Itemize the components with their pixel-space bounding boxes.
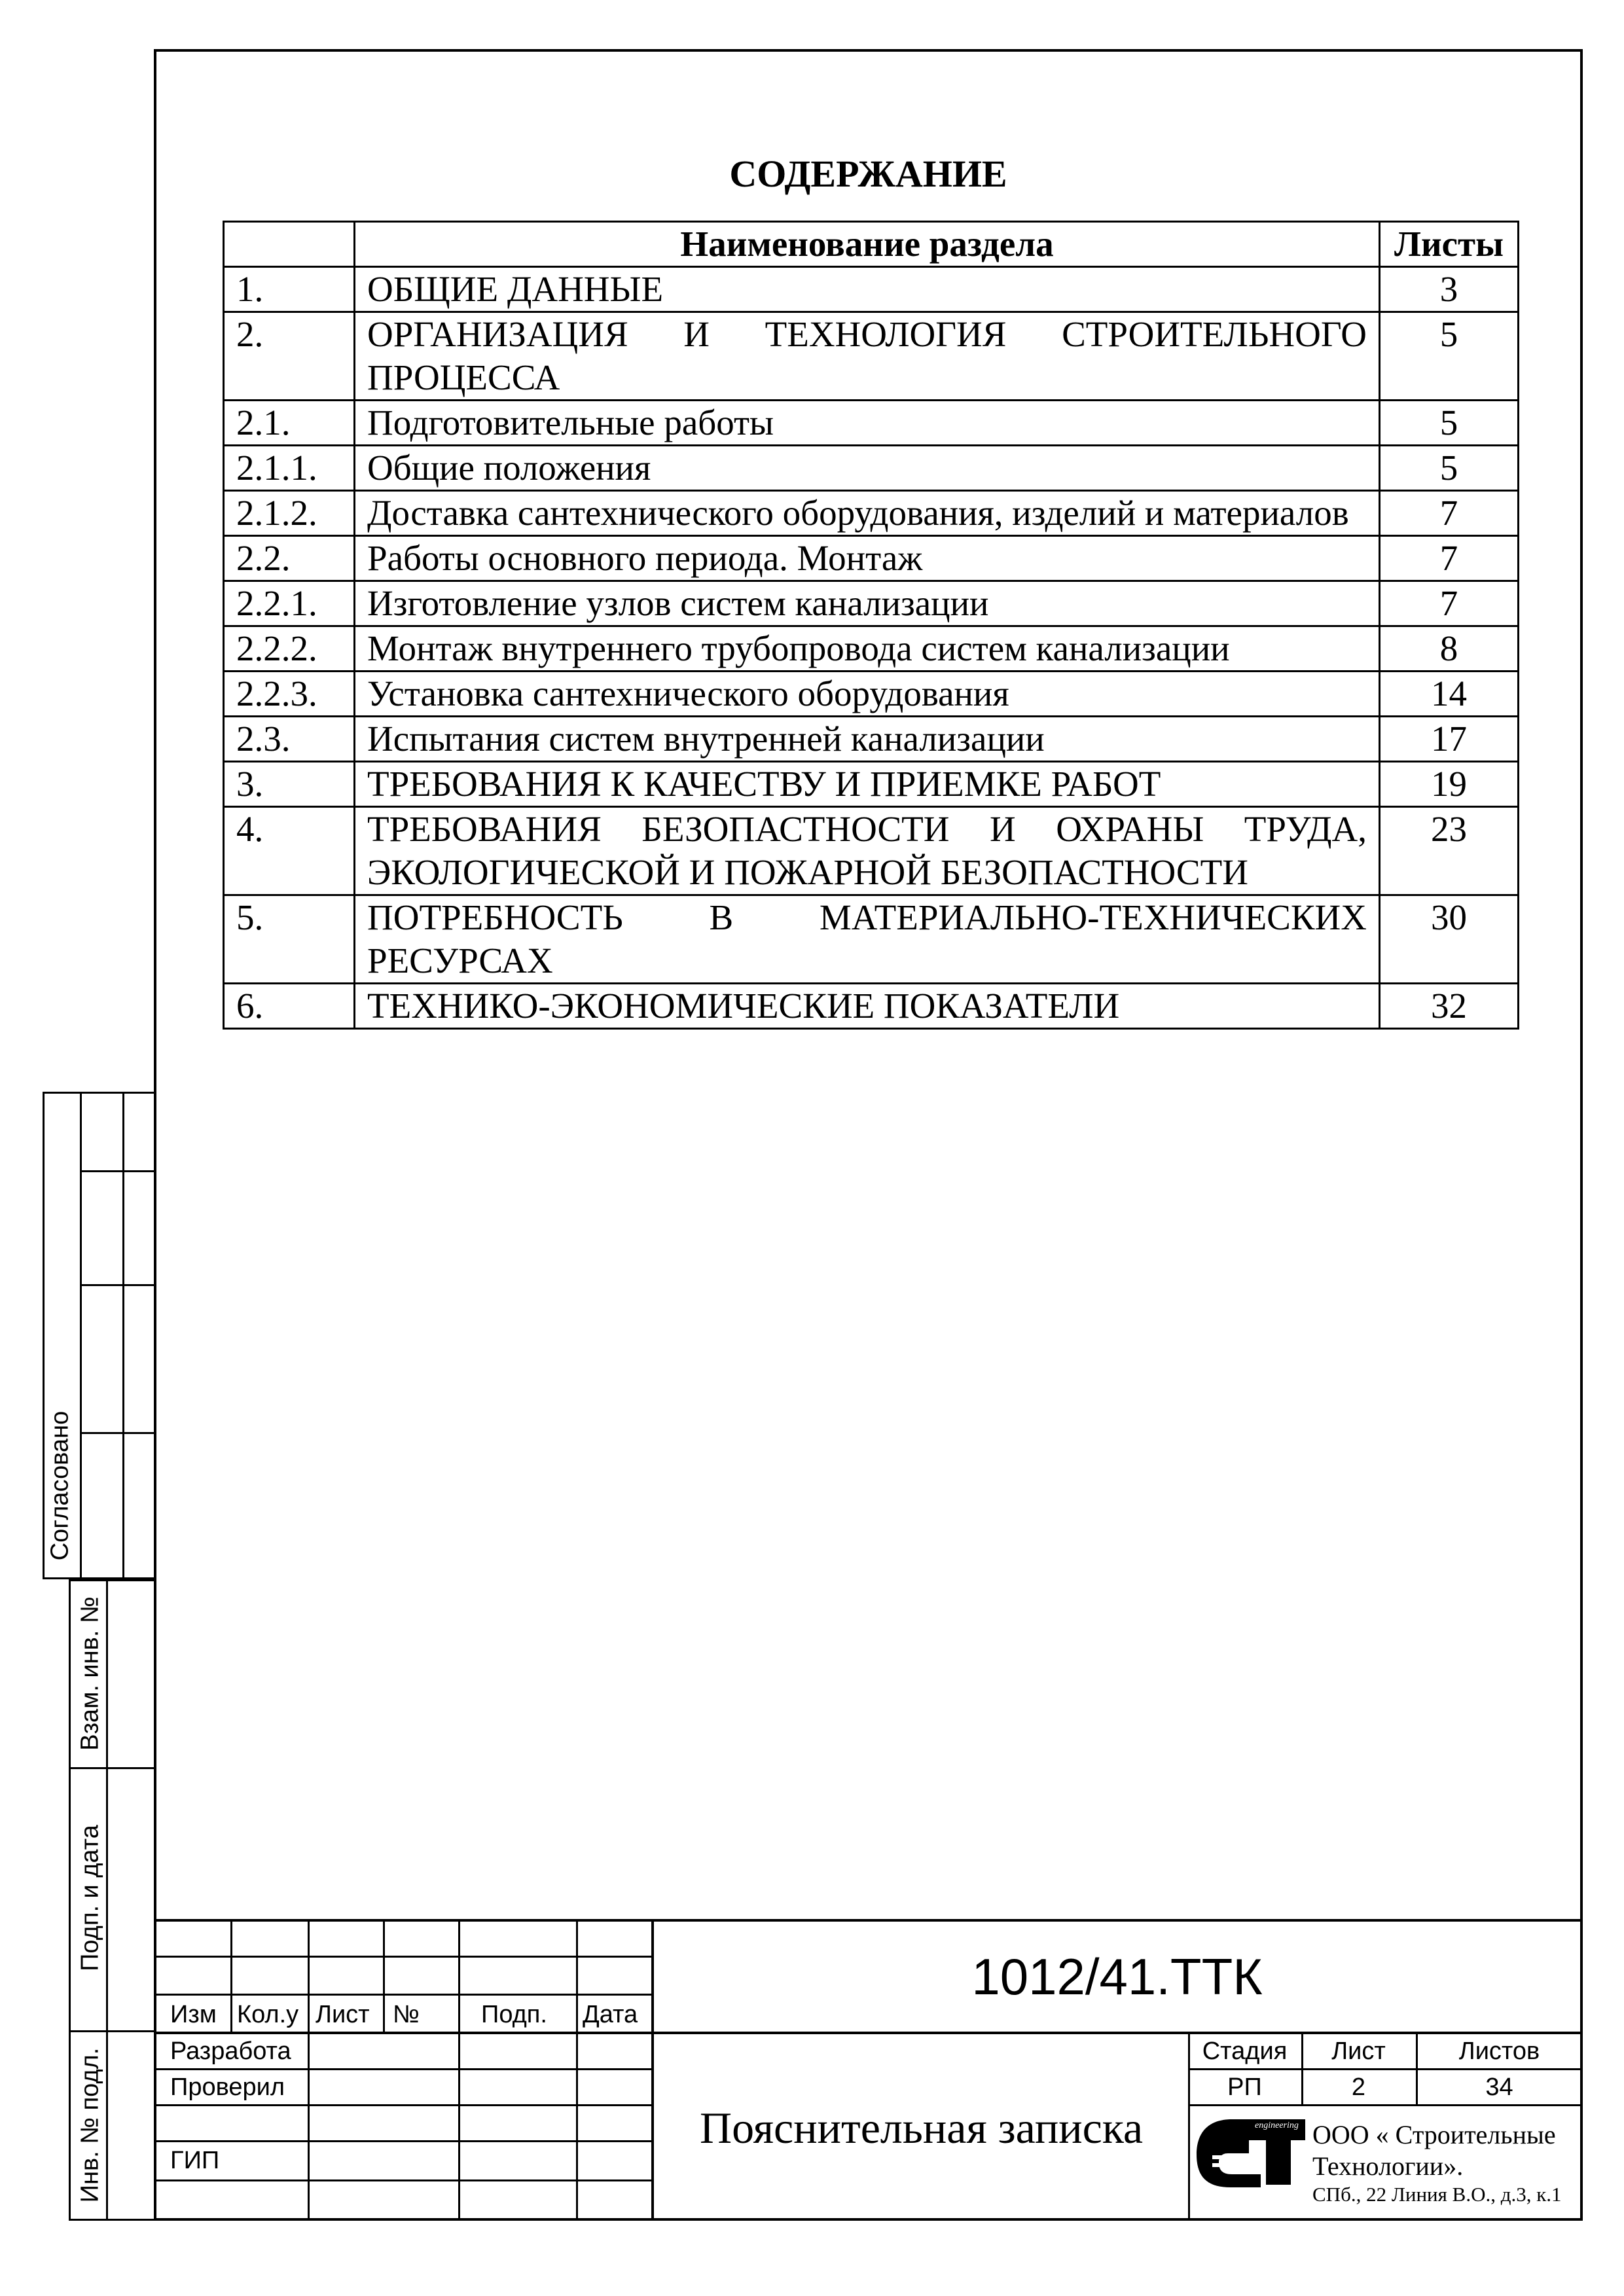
side-agreed-hline3 bbox=[82, 1432, 154, 1434]
toc-row-title: ТРЕБОВАНИЯ К КАЧЕСТВУ И ПРИЕМКЕ РАБОТ bbox=[355, 762, 1380, 807]
toc-row-sheets: 23 bbox=[1380, 807, 1519, 895]
rev-vline-3 bbox=[383, 1919, 385, 2032]
side-stamp-hline2 bbox=[69, 2030, 154, 2032]
toc-row bbox=[224, 536, 1519, 581]
side-agreed-hline2 bbox=[82, 1284, 154, 1286]
toc-row-title: Изготовление узлов систем канализации bbox=[355, 581, 1380, 626]
toc-row bbox=[224, 491, 1519, 536]
side-agreed-hline1 bbox=[82, 1170, 154, 1172]
role-gip: ГИП bbox=[170, 2147, 220, 2174]
toc-row-number: 3. bbox=[224, 762, 355, 807]
sheets-label: Листов bbox=[1458, 2037, 1540, 2065]
toc-header-row bbox=[224, 222, 1519, 267]
toc-row bbox=[224, 762, 1519, 807]
side-stamp-hline1 bbox=[69, 1767, 154, 1769]
sheet-value: 2 bbox=[1351, 2073, 1366, 2101]
doc-title: Пояснительная записка bbox=[699, 2103, 1144, 2153]
company-address: СПб., 22 Линия В.О., д.3, к.1 bbox=[1312, 2183, 1562, 2206]
toc-row bbox=[224, 984, 1519, 1029]
role-developed: Разработа bbox=[170, 2037, 291, 2065]
toc-row-title: Испытания систем внутренней канализации bbox=[355, 717, 1380, 762]
toc-row-title: ТРЕБОВАНИЯ БЕЗОПАСТНОСТИ И ОХРАНЫ ТРУДА, ЭКОЛОГИЧЕСКОЙ И ПОЖАРНОЙ БЕЗОПАСТНОСТИ bbox=[355, 807, 1380, 895]
toc-row bbox=[224, 672, 1519, 717]
rev-vline-5 bbox=[576, 1919, 578, 2221]
rev-vline-1 bbox=[230, 1919, 232, 2032]
toc-row-sheets: 7 bbox=[1380, 491, 1519, 536]
toc-row-sheets: 19 bbox=[1380, 762, 1519, 807]
toc-row bbox=[224, 401, 1519, 446]
toc-row-sheets: 30 bbox=[1380, 895, 1519, 984]
toc-row-sheets: 7 bbox=[1380, 581, 1519, 626]
toc-row-number: 2.2.2. bbox=[224, 626, 355, 672]
side-inv-orig-label: Инв. № подл. bbox=[76, 2047, 104, 2203]
toc-row-title: Работы основного периода. Монтаж bbox=[355, 536, 1380, 581]
toc-row bbox=[224, 717, 1519, 762]
toc-row-number: 1. bbox=[224, 267, 355, 312]
toc-row-title: Монтаж внутреннего трубопровода систем канализации bbox=[355, 626, 1380, 672]
doc-code: 1012/41.ТТК bbox=[971, 1948, 1263, 2005]
stage-label: Стадия bbox=[1202, 2037, 1288, 2065]
toc-row-title: Установка сантехнического оборудования bbox=[355, 672, 1380, 717]
rev-header-list: Лист bbox=[316, 2001, 370, 2028]
toc-row-sheets: 32 bbox=[1380, 984, 1519, 1029]
toc-row-sheets: 8 bbox=[1380, 626, 1519, 672]
rev-header-data: Дата bbox=[583, 2001, 638, 2028]
rev-header-izm: Изм bbox=[170, 2001, 217, 2028]
company-logo bbox=[1193, 2114, 1310, 2193]
toc-row-number: 2.2.1. bbox=[224, 581, 355, 626]
toc-row-number: 5. bbox=[224, 895, 355, 984]
side-sign-date-label: Подп. и дата bbox=[76, 1825, 104, 1971]
toc-row-title: Доставка сантехнического оборудования, изделий и материалов bbox=[355, 491, 1380, 536]
toc-row-number: 2.2. bbox=[224, 536, 355, 581]
rev-header-kol: Кол.у bbox=[237, 2001, 299, 2028]
toc-header-sheets: Листы bbox=[1380, 222, 1519, 267]
toc-row-number: 4. bbox=[224, 807, 355, 895]
toc-row-number: 2.3. bbox=[224, 717, 355, 762]
rev-header-podp: Подп. bbox=[481, 2001, 547, 2028]
toc-row bbox=[224, 312, 1519, 401]
role-checked: Проверил bbox=[170, 2073, 285, 2101]
page-title: СОДЕРЖАНИЕ bbox=[729, 152, 1007, 195]
rev-vline-2 bbox=[308, 1919, 310, 2221]
toc-row-number: 2.1. bbox=[224, 401, 355, 446]
rev-vline-4 bbox=[458, 1919, 460, 2221]
toc-row-sheets: 17 bbox=[1380, 717, 1519, 762]
sheet-label: Лист bbox=[1331, 2037, 1386, 2065]
toc-row-title: ПОТРЕБНОСТЬ В МАТЕРИАЛЬНО-ТЕХНИЧЕСКИХ РЕСУРСАХ bbox=[355, 895, 1380, 984]
toc-row bbox=[224, 446, 1519, 491]
toc-row-title: Общие положения bbox=[355, 446, 1380, 491]
stage-hline-2 bbox=[1188, 2104, 1583, 2106]
toc-row-number: 6. bbox=[224, 984, 355, 1029]
toc-row-number: 2. bbox=[224, 312, 355, 401]
toc-header-name: Наименование раздела bbox=[355, 222, 1380, 267]
toc-row bbox=[224, 267, 1519, 312]
toc-table bbox=[223, 221, 1519, 1030]
logo-text: engineering bbox=[1255, 2121, 1299, 2130]
stage-value: РП bbox=[1227, 2073, 1262, 2101]
toc-row-title: ОРГАНИЗАЦИЯ И ТЕХНОЛОГИЯ СТРОИТЕЛЬНОГО ПРОЦЕССА bbox=[355, 312, 1380, 401]
rev-header-num: № bbox=[393, 2001, 420, 2028]
toc-row bbox=[224, 626, 1519, 672]
toc-row-title: Подготовительные работы bbox=[355, 401, 1380, 446]
toc-row-sheets: 3 bbox=[1380, 267, 1519, 312]
toc-row bbox=[224, 895, 1519, 984]
toc-row-number: 2.1.1. bbox=[224, 446, 355, 491]
side-agreed-label: Согласовано bbox=[46, 1410, 74, 1561]
side-swap-inv-label: Взам. инв. № bbox=[76, 1596, 104, 1751]
toc-row-title: ОБЩИЕ ДАННЫЕ bbox=[355, 267, 1380, 312]
sheets-total-value: 34 bbox=[1485, 2073, 1513, 2101]
toc-row bbox=[224, 807, 1519, 895]
stamp-top-line bbox=[154, 1919, 1583, 1922]
toc-row-title: ТЕХНИКО-ЭКОНОМИЧЕСКИЕ ПОКАЗАТЕЛИ bbox=[355, 984, 1380, 1029]
toc-row-number: 2.1.2. bbox=[224, 491, 355, 536]
toc-row-sheets: 14 bbox=[1380, 672, 1519, 717]
stamp-hline-code bbox=[651, 2032, 1583, 2034]
toc-header-num bbox=[224, 222, 355, 267]
toc-row-sheets: 7 bbox=[1380, 536, 1519, 581]
company-name: ООО « Строительные Технологии». bbox=[1312, 2120, 1556, 2181]
side-agreed-col2 bbox=[82, 1092, 124, 1579]
toc-row-sheets: 5 bbox=[1380, 312, 1519, 401]
toc-row-sheets: 5 bbox=[1380, 446, 1519, 491]
toc-row-number: 2.2.3. bbox=[224, 672, 355, 717]
toc-row bbox=[224, 581, 1519, 626]
toc-row-sheets: 5 bbox=[1380, 401, 1519, 446]
stage-hline-1 bbox=[1188, 2068, 1583, 2070]
